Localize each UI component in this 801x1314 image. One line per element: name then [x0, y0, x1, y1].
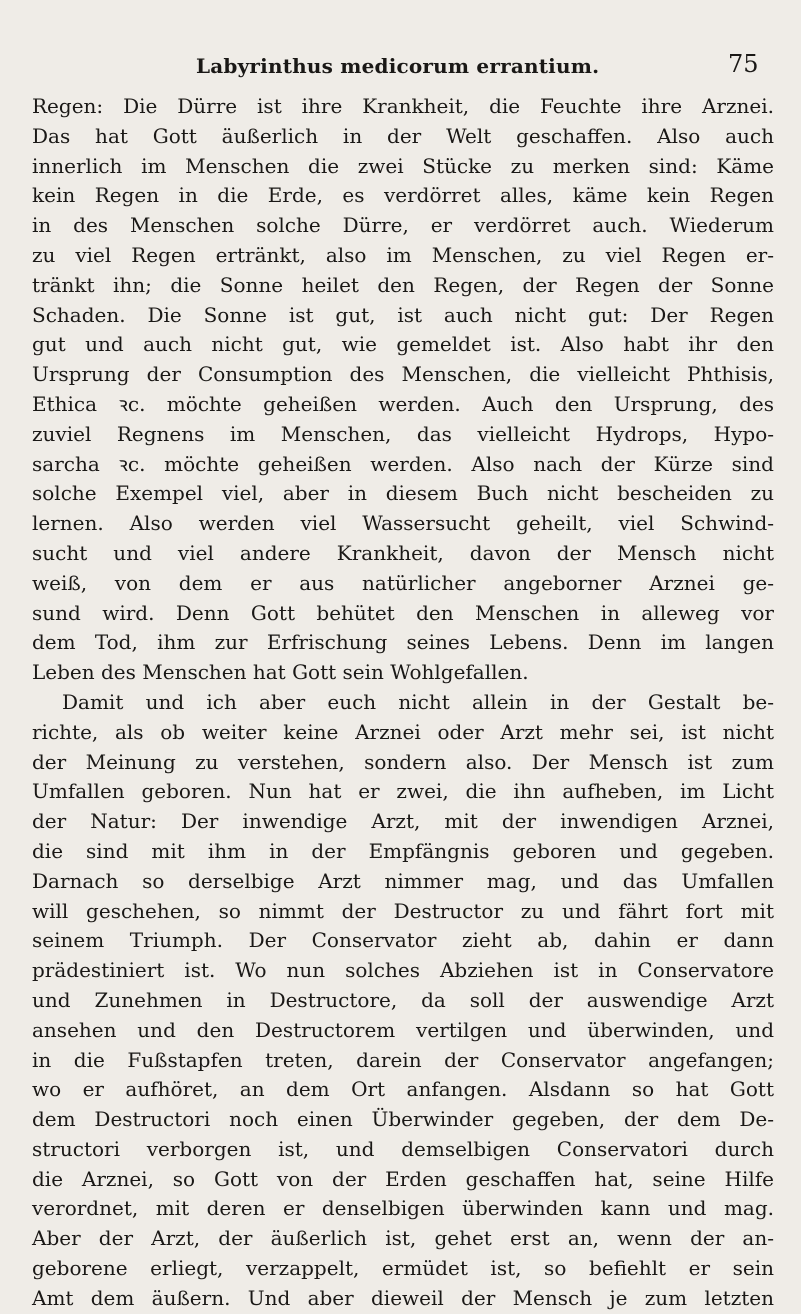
text-line: sarcha ꝛc. möchte geheißen werden. Also nach der Kürze sind	[32, 451, 774, 476]
text-line: wo er aufhöret, an dem Ort anfangen. Alsdann so hat Gott	[32, 1077, 774, 1102]
text-line: die Arznei, so Gott von der Erden geschaffen hat, seine Hilfe	[32, 1166, 774, 1191]
running-head	[0, 50, 801, 84]
text-line: will geschehen, so nimmt der Destructor zu und fährt fort mit	[32, 898, 774, 923]
text-line: Schaden. Die Sonne ist gut, ist auch nicht gut: Der Regen	[32, 302, 774, 327]
text-line: verordnet, mit deren er denselbigen überwinden kann und mag.	[32, 1196, 774, 1221]
text-line: Amt dem äußern. Und aber dieweil der Mensch je zum letzten	[32, 1285, 774, 1310]
text-line: in des Menschen solche Dürre, er verdörret auch. Wiederum	[32, 213, 774, 238]
text-line: Darnach so derselbige Arzt nimmer mag, und das Umfallen	[32, 868, 774, 893]
text-line: Ethica ꝛc. möchte geheißen werden. Auch den Ursprung, des	[32, 391, 774, 416]
running-title: Labyrinthus medicorum errantium.	[196, 54, 600, 78]
paragraph-end-line: Leben des Menschen hat Gott sein Wohlgefallen.	[32, 660, 529, 685]
text-line: sund wird. Denn Gott behütet den Menschen in alleweg vor	[32, 600, 774, 625]
body-text	[32, 92, 774, 1314]
text-line: dem Tod, ihm zur Erfrischung seines Lebens. Denn im langen	[32, 630, 774, 655]
text-line: zu viel Regen ertränkt, also im Menschen, zu viel Regen er-	[32, 242, 774, 267]
text-line: kein Regen in die Erde, es verdörret alles, käme kein Regen	[32, 183, 774, 208]
text-line: geborene erliegt, verzappelt, ermüdet ist, so befiehlt er sein	[32, 1256, 774, 1281]
text-line: weiß, von dem er aus natürlicher angeborner Arznei ge-	[32, 570, 774, 595]
text-line: sucht und viel andere Krankheit, davon der Mensch nicht	[32, 540, 774, 565]
text-line: dem Destructori noch einen Überwinder gegeben, der dem De-	[32, 1107, 774, 1132]
text-line: Ursprung der Consumption des Menschen, die vielleicht Phthisis,	[32, 362, 774, 387]
text-line: Umfallen geboren. Nun hat er zwei, die ihn aufheben, im Licht	[32, 779, 774, 804]
text-line: der Natur: Der inwendige Arzt, mit der inwendigen Arznei,	[32, 809, 774, 834]
text-line: lernen. Also werden viel Wassersucht geheilt, viel Schwind-	[32, 511, 774, 536]
text-line: die sind mit ihm in der Empfängnis geboren und gegeben.	[32, 838, 774, 863]
paragraph-start-line: Damit und ich aber euch nicht allein in der Gestalt be-	[62, 689, 774, 714]
text-line: und Zunehmen in Destructore, da soll der auswendige Arzt	[32, 987, 774, 1012]
text-line: Das hat Gott äußerlich in der Welt geschaffen. Also auch	[32, 123, 774, 148]
page-number: 75	[728, 50, 759, 78]
text-line: gut und auch nicht gut, wie gemeldet ist. Also habt ihr den	[32, 332, 774, 357]
text-line: tränkt ihn; die Sonne heilet den Regen, der Regen der Sonne	[32, 272, 774, 297]
text-line: innerlich im Menschen die zwei Stücke zu merken sind: Käme	[32, 153, 774, 178]
text-line: richte, als ob weiter keine Arznei oder Arzt mehr sei, ist nicht	[32, 719, 774, 744]
text-line: Aber der Arzt, der äußerlich ist, gehet erst an, wenn der an-	[32, 1226, 774, 1251]
text-line: zuviel Regnens im Menschen, das vielleicht Hydrops, Hypo-	[32, 421, 774, 446]
text-line: seinem Triumph. Der Conservator zieht ab, dahin er dann	[32, 928, 774, 953]
text-line: ansehen und den Destructorem vertilgen und überwinden, und	[32, 1017, 774, 1042]
text-line: in die Fußstapfen treten, darein der Conservator angefangen;	[32, 1047, 774, 1072]
text-line: structori verborgen ist, und demselbigen Conservatori durch	[32, 1136, 774, 1161]
text-line: der Meinung zu verstehen, sondern also. Der Mensch ist zum	[32, 749, 774, 774]
text-line: Regen: Die Dürre ist ihre Krankheit, die Feuchte ihre Arznei.	[32, 94, 774, 118]
text-line: prädestiniert ist. Wo nun solches Abziehen ist in Conservatore	[32, 958, 774, 983]
text-line: solche Exempel viel, aber in diesem Buch nicht bescheiden zu	[32, 481, 774, 506]
